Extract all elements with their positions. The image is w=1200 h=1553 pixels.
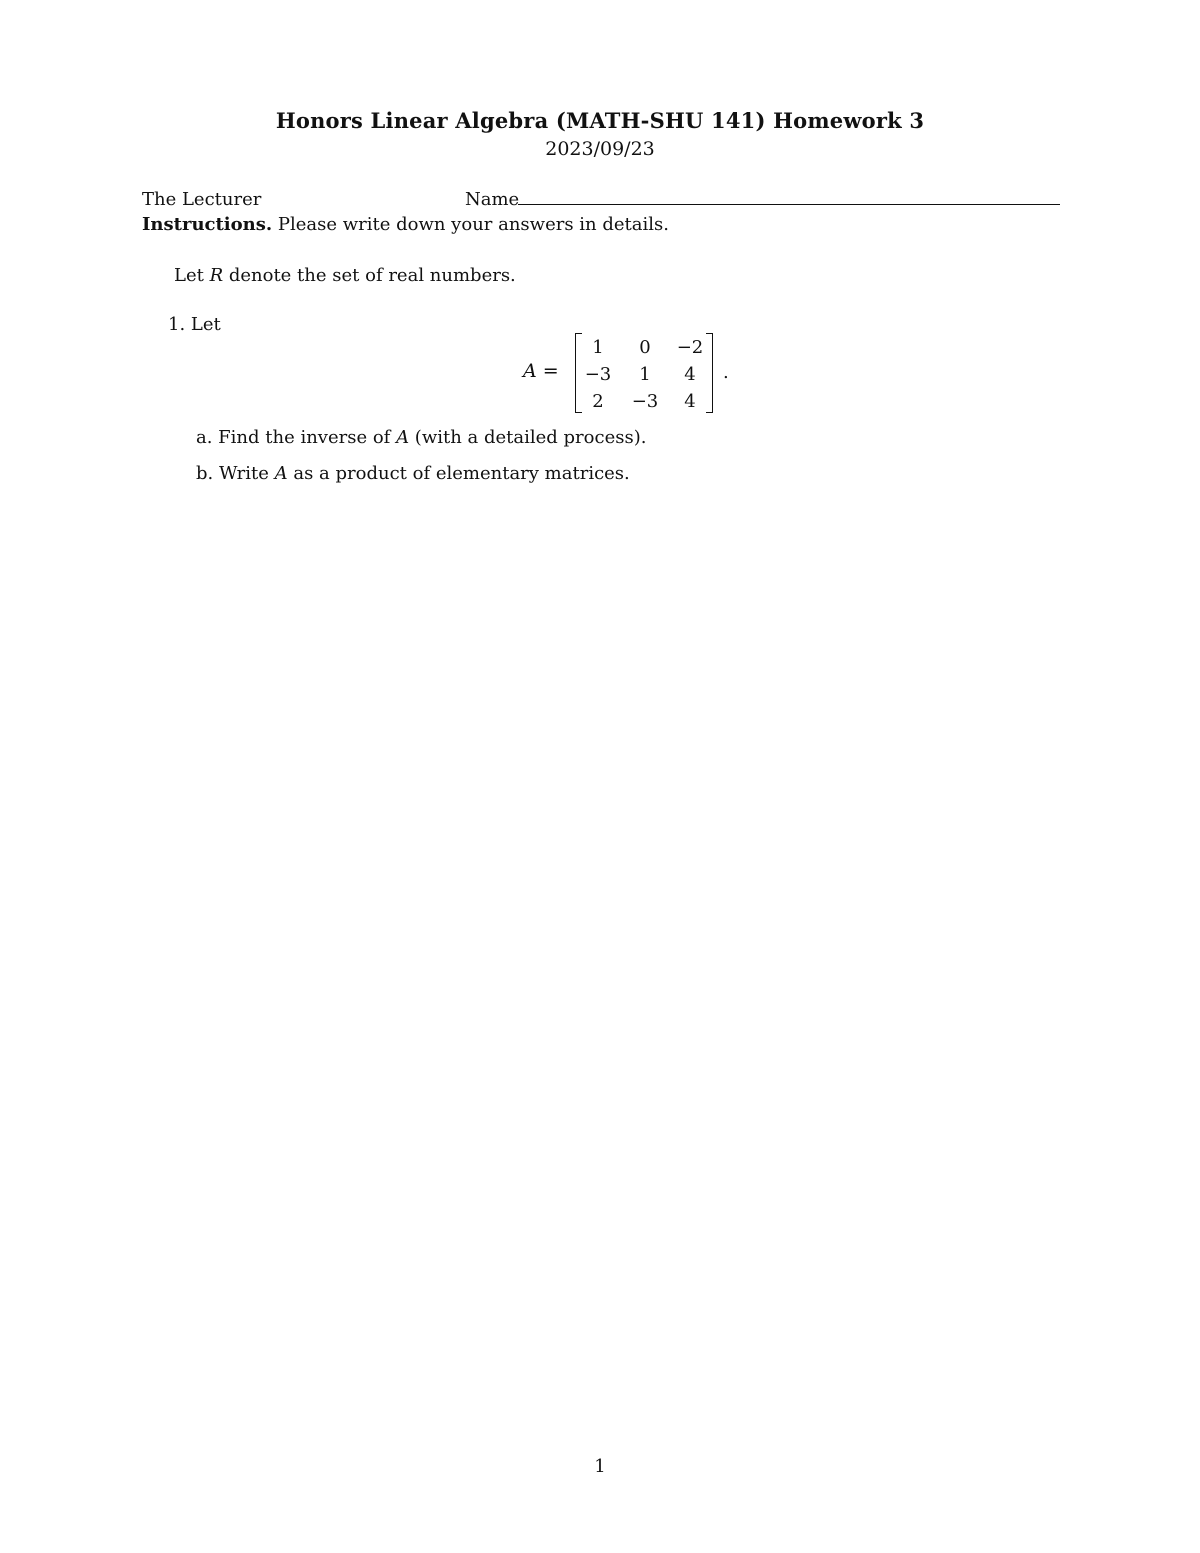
intro-before: Let bbox=[174, 265, 210, 286]
matrix-cell: −2 bbox=[676, 337, 704, 358]
name-label: Name bbox=[465, 189, 520, 210]
subquestion-a-before: Find the inverse of bbox=[212, 427, 397, 448]
subquestion-b-before: Write bbox=[213, 463, 275, 484]
homework-date: 2023/09/23 bbox=[545, 138, 655, 160]
subquestion-a bbox=[196, 427, 646, 448]
subquestion-b-label: b. bbox=[196, 463, 214, 484]
intro-sentence bbox=[174, 265, 516, 286]
matrix-cell: 0 bbox=[639, 337, 651, 358]
instructions-text: Please write down your answers in details. bbox=[272, 214, 669, 235]
subquestion-b-symbol: A bbox=[274, 463, 288, 484]
lecturer-label: The Lecturer bbox=[142, 189, 262, 210]
matrix-cell: −3 bbox=[631, 391, 659, 412]
subquestion-b-after: as a product of elementary matrices. bbox=[287, 463, 630, 484]
set-symbol-r: R bbox=[209, 265, 224, 286]
subquestion-a-after: (with a detailed process). bbox=[409, 427, 647, 448]
matrix-equation-lhs bbox=[523, 360, 559, 382]
problem-1-lead bbox=[168, 314, 221, 335]
matrix-cell: −3 bbox=[584, 364, 612, 385]
instructions bbox=[142, 214, 669, 235]
matrix-cell: 4 bbox=[684, 391, 696, 412]
matrix-a bbox=[570, 333, 720, 415]
equals-sign: = bbox=[536, 360, 559, 382]
subquestion-b bbox=[196, 463, 630, 484]
problem-1-number: 1. bbox=[168, 314, 186, 335]
page-number: 1 bbox=[594, 1456, 606, 1477]
matrix-cell: 1 bbox=[592, 337, 604, 358]
subquestion-a-label: a. bbox=[196, 427, 213, 448]
matrix-cell: 2 bbox=[592, 391, 604, 412]
equation-period: . bbox=[723, 362, 729, 383]
instructions-label: Instructions. bbox=[142, 214, 273, 235]
name-underline[interactable] bbox=[518, 204, 1060, 205]
page-title: Honors Linear Algebra (MATH-SHU 141) Homework 3 bbox=[275, 108, 925, 133]
matrix-cell: 4 bbox=[684, 364, 696, 385]
matrix-name: A bbox=[523, 360, 537, 382]
matrix-cell: 1 bbox=[639, 364, 651, 385]
subquestion-a-symbol: A bbox=[396, 427, 410, 448]
intro-after: denote the set of real numbers. bbox=[223, 265, 516, 286]
problem-1-let: Let bbox=[190, 314, 221, 335]
